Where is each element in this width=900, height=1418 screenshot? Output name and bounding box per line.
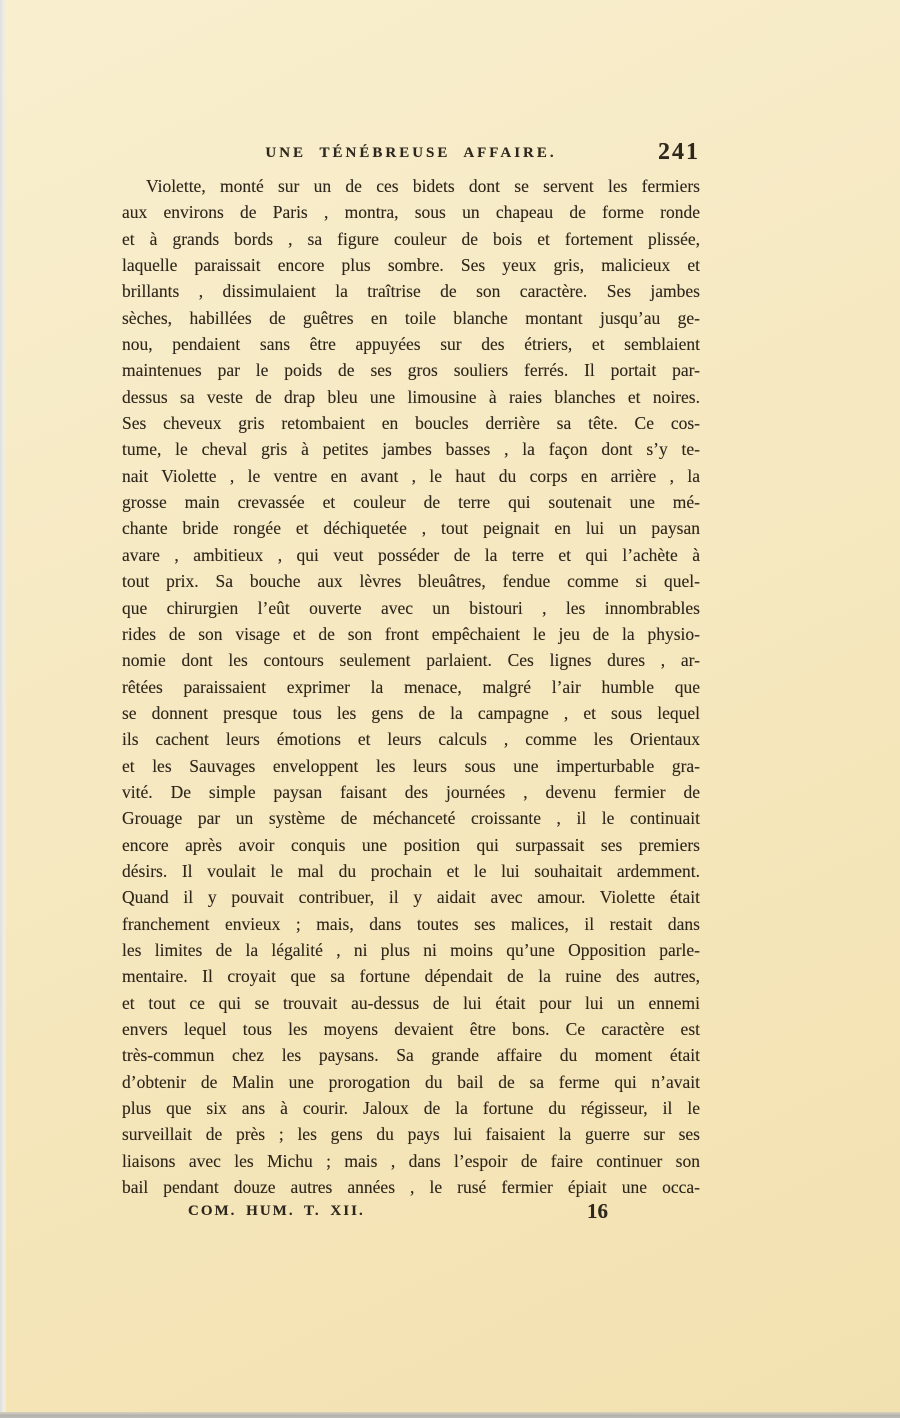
text-line: vité. De simple paysan faisant des journées , devenu fermier de: [122, 781, 700, 802]
text-line: maintenues par le poids de ses gros souliers ferrés. Il portait par-: [122, 360, 700, 381]
text-line: tout prix. Sa bouche aux lèvres bleuâtres, fendue comme si quel-: [122, 571, 700, 592]
text-line: tume, le cheval gris à petites jambes basses , la façon dont s’y te-: [122, 439, 700, 460]
text-line: nomie dont les contours seulement parlaient. Ces lignes dures , ar-: [122, 650, 700, 671]
scan-edge-bottom: [0, 1412, 900, 1418]
text-line: se donnent presque tous les gens de la campagne , et sous lequel: [122, 702, 700, 723]
footer-sheet-number: 16: [587, 1199, 608, 1223]
body-text: [122, 173, 700, 1200]
text-line: et à grands bords , sa figure couleur de bois et fortement plissée,: [122, 228, 700, 249]
running-header: [122, 141, 700, 169]
text-line: nait Violette , le ventre en avant , le haut du corps en arrière , la: [122, 465, 700, 486]
text-line: Quand il y pouvait contribuer, il y aidait avec amour. Violette était: [122, 887, 700, 908]
text-line: envers lequel tous les moyens devaient être bons. Ce caractère est: [122, 1019, 700, 1039]
text-line: et tout ce qui se trouvait au-dessus de lui était pour lui un ennemi: [122, 992, 700, 1013]
text-line: sèches, habillées de guêtres en toile blanche montant jusqu’au ge-: [122, 307, 700, 328]
text-line: d’obtenir de Malin une prorogation du bail de sa ferme qui n’avait: [122, 1071, 700, 1092]
text-line: liaisons avec les Michu ; mais , dans l’espoir de faire continuer son: [122, 1150, 700, 1171]
text-line: que chirurgien l’eût ouverte avec un bistouri , les innombrables: [122, 597, 700, 618]
text-line: Violette, monté sur un de ces bidets dont se servent les fermiers: [146, 176, 700, 196]
text-line: surveillait de près ; les gens du pays lui faisaient la guerre sur ses: [122, 1124, 700, 1145]
page-number: 241: [658, 139, 700, 165]
text-line: dessus sa veste de drap bleu une limousine à raies blanches et noires.: [122, 386, 700, 407]
text-line: brillants , dissimulaient la traîtrise de son caractère. Ses jambes: [122, 281, 700, 302]
text-line: rêtées paraissaient exprimer la menace, malgré l’air humble que: [122, 676, 700, 697]
text-line: ils cachent leurs émotions et leurs calculs , comme les Orientaux: [122, 729, 700, 750]
text-line: très-commun chez les paysans. Sa grande affaire du moment était: [122, 1045, 700, 1066]
text-line: mentaire. Il croyait que sa fortune dépendait de la ruine des autres,: [122, 966, 700, 987]
text-line: bail pendant douze autres années , le rusé fermier épiait une occa-: [122, 1177, 700, 1198]
text-line: grosse main crevassée et couleur de terre qui soutenait une mé-: [122, 492, 700, 513]
text-line: Grouage par un système de méchanceté croissante , il le continuait: [122, 808, 700, 829]
text-line: chante bride rongée et déchiquetée , tout peignait en lui un paysan: [122, 518, 700, 539]
page-footer: [122, 1199, 700, 1229]
text-line: nou, pendaient sans être appuyées sur des étriers, et semblaient: [122, 334, 700, 355]
running-header-title: UNE TÉNÉBREUSE AFFAIRE.: [265, 145, 557, 161]
text-line: rides de son visage et de son front empêchaient le jeu de la physio-: [122, 623, 700, 644]
text-line: encore après avoir conquis une position qui surpassait ses premiers: [122, 834, 700, 855]
text-line: laquelle paraissait encore plus sombre. Ses yeux gris, malicieux et: [122, 255, 700, 276]
text-line: les limites de la légalité , ni plus ni moins qu’une Opposition parle-: [122, 939, 700, 960]
text-line: franchement envieux ; mais, dans toutes ses malices, il restait dans: [122, 913, 700, 934]
scan-edge-left: [0, 0, 6, 1418]
text-line: plus que six ans à courir. Jaloux de la fortune du régisseur, il le: [122, 1098, 700, 1119]
text-line: et les Sauvages enveloppent les leurs sous une imperturbable gra-: [122, 755, 700, 776]
text-line: aux environs de Paris , montra, sous un chapeau de forme ronde: [122, 202, 700, 223]
text-line: avare , ambitieux , qui veut posséder de la terre et qui l’achète à: [122, 544, 700, 565]
text-line: désirs. Il voulait le mal du prochain et le lui souhaitait ardemment.: [122, 860, 700, 881]
text-line: Ses cheveux gris retombaient en boucles derrière sa tête. Ce cos-: [122, 413, 700, 434]
footer-signature: COM. HUM. T. XII.: [188, 1203, 365, 1219]
